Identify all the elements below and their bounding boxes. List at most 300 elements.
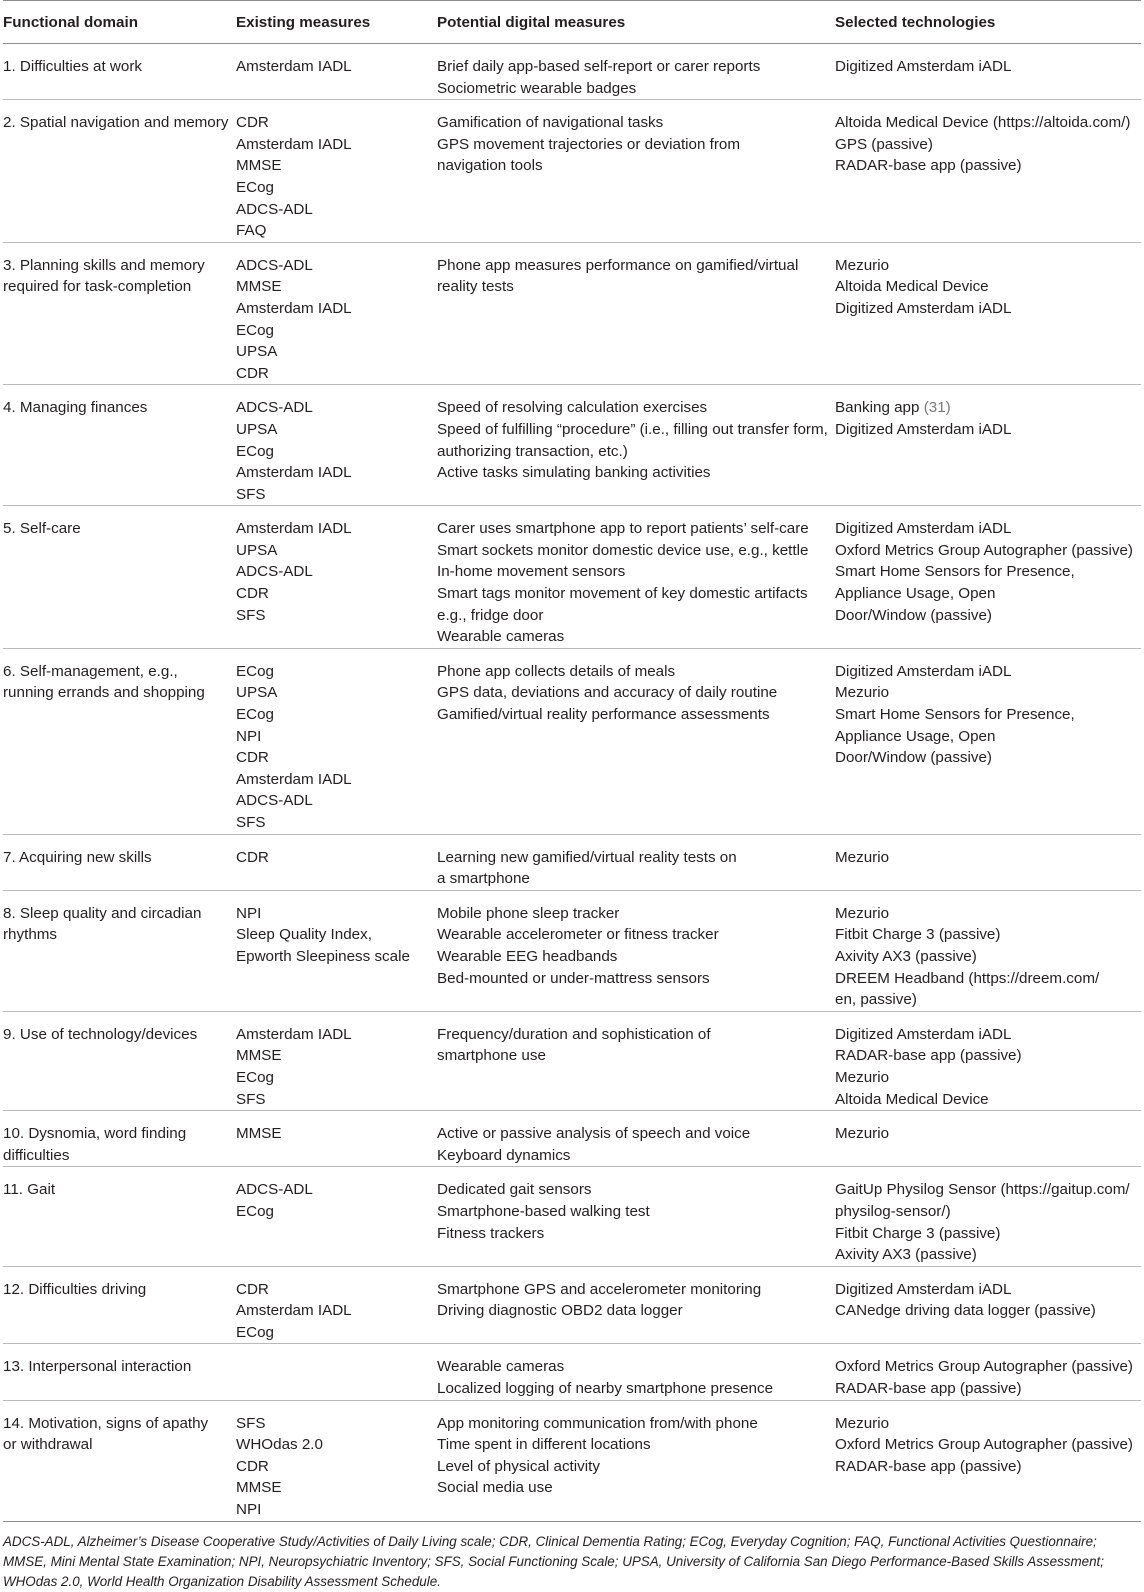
- cell-text: CDR: [236, 1457, 269, 1475]
- cell-line: [236, 1413, 437, 1435]
- table-row: [3, 1266, 1141, 1344]
- cell-text: 13. Interpersonal interaction: [3, 1358, 192, 1376]
- cell-line: [236, 363, 437, 385]
- cell-text: Speed of fulfilling “procedure” (i.e., filling out transfer form,: [437, 420, 828, 438]
- existing-measures-cell: [236, 1266, 437, 1344]
- cell-line: [236, 1045, 437, 1067]
- cell-line: [835, 726, 1141, 748]
- digital-measures-cell: [437, 506, 835, 649]
- cell-line: [236, 1499, 437, 1521]
- header-potential-digital-measures: Potential digital measures: [437, 1, 835, 44]
- cell-text: 2. Spatial navigation and memory: [3, 114, 229, 132]
- cell-line: [835, 255, 1141, 277]
- digital-measures-cell: [437, 100, 835, 243]
- cell-text: SFS: [236, 814, 266, 831]
- cell-line: [835, 1067, 1141, 1089]
- cell-text: Fitness trackers: [437, 1224, 545, 1242]
- cell-text: ECog: [236, 706, 274, 724]
- cell-line: [437, 682, 835, 704]
- technologies-cell: [835, 834, 1141, 890]
- cell-line: [437, 462, 835, 484]
- cell-text: ECog: [236, 662, 274, 680]
- table-container: [3, 0, 1141, 1592]
- table-row: [3, 506, 1141, 649]
- cell-text: 9. Use of technology/devices: [3, 1025, 198, 1043]
- cell-text: en, passive): [835, 991, 917, 1009]
- cell-line: [437, 1045, 835, 1067]
- cell-text: Digitized Amsterdam iADL: [835, 58, 1012, 75]
- cell-text: 10. Dysnomia, word finding: [3, 1125, 187, 1143]
- cell-text: Axivity AX3 (passive): [835, 947, 977, 965]
- cell-text: Door/Window (passive): [835, 749, 992, 767]
- cell-line: [835, 989, 1141, 1011]
- cell-line: [835, 155, 1141, 177]
- cell-text: UPSA: [236, 541, 278, 559]
- cell-text: Smartphone-based walking test: [437, 1202, 650, 1220]
- cell-line: [835, 1089, 1141, 1111]
- cell-line: [236, 177, 437, 199]
- technologies-cell: [835, 1011, 1141, 1110]
- cell-text: MMSE: [236, 157, 282, 175]
- cell-text: Gamification of navigational tasks: [437, 114, 664, 132]
- cell-line: [3, 1123, 236, 1145]
- cell-text: Axivity AX3 (passive): [835, 1246, 977, 1264]
- cell-line: [3, 518, 236, 540]
- cell-text: Phone app collects details of meals: [437, 662, 676, 680]
- cell-text: Wearable cameras: [437, 1358, 565, 1376]
- table-row: [3, 890, 1141, 1011]
- technologies-cell: [835, 890, 1141, 1011]
- cell-line: [437, 134, 835, 156]
- cell-line: [236, 56, 437, 78]
- cell-line: [3, 1145, 236, 1167]
- cell-line: [835, 1456, 1141, 1478]
- cell-line: [437, 626, 835, 648]
- cell-line: [437, 518, 835, 540]
- cell-text: rhythms: [3, 926, 58, 944]
- cell-text: ECog: [236, 442, 274, 460]
- domain-cell: [3, 1400, 236, 1521]
- cell-text: Amsterdam IADL: [236, 1302, 352, 1320]
- cell-line: [3, 924, 236, 946]
- cell-text: MMSE: [236, 1125, 282, 1143]
- cell-text: Learning new gamified/virtual reality tests on: [437, 848, 737, 866]
- technologies-cell: [835, 1266, 1141, 1344]
- domain-cell: [3, 44, 236, 100]
- cell-line: [3, 1434, 236, 1456]
- cell-line: [236, 341, 437, 363]
- cell-line: [3, 1024, 236, 1046]
- cell-line: [437, 1123, 835, 1145]
- technologies-cell: [835, 1344, 1141, 1400]
- cell-line: [437, 1279, 835, 1301]
- cell-text: CDR: [236, 848, 269, 866]
- domain-cell: [3, 1344, 236, 1400]
- cell-text: Mezurio: [835, 256, 890, 274]
- cell-line: [437, 704, 835, 726]
- cell-text: ADCS-ADL: [236, 1181, 313, 1199]
- cell-line: [835, 1179, 1141, 1201]
- cell-line: [236, 462, 437, 484]
- cell-line: [236, 1179, 437, 1201]
- cell-line: [835, 276, 1141, 298]
- cell-text: Dedicated gait sensors: [437, 1181, 592, 1199]
- cell-line: [835, 540, 1141, 562]
- cell-text: Mezurio: [835, 684, 890, 702]
- cell-text: 12. Difficulties driving: [3, 1280, 147, 1298]
- cell-line: [236, 747, 437, 769]
- cell-line: [835, 1223, 1141, 1245]
- domain-cell: [3, 100, 236, 243]
- cell-text: Wearable accelerometer or fitness tracker: [437, 926, 719, 944]
- cell-text: Oxford Metrics Group Autographer (passive): [835, 1358, 1133, 1376]
- cell-text: navigation tools: [437, 157, 543, 175]
- cell-text: 11. Gait: [3, 1181, 56, 1199]
- cell-text: CDR: [236, 585, 269, 603]
- technologies-cell: [835, 1111, 1141, 1167]
- cell-text: Mezurio: [835, 1068, 890, 1086]
- existing-measures-cell: [236, 1400, 437, 1521]
- cell-text: MMSE: [236, 278, 282, 296]
- cell-text: FAQ: [236, 222, 267, 240]
- cell-line: [835, 704, 1141, 726]
- digital-measures-cell: [437, 1111, 835, 1167]
- cell-line: [3, 1413, 236, 1435]
- existing-measures-cell: [236, 100, 437, 243]
- digital-measures-cell: [437, 1344, 835, 1400]
- cell-line: [236, 220, 437, 242]
- cell-line: [236, 255, 437, 277]
- cell-text: Phone app measures performance on gamified/virtual: [437, 256, 799, 274]
- cell-line: [437, 868, 835, 890]
- existing-measures-cell: [236, 648, 437, 834]
- technologies-cell: [835, 100, 1141, 243]
- digital-measures-cell: [437, 1400, 835, 1521]
- technologies-cell: [835, 648, 1141, 834]
- technologies-cell: [835, 242, 1141, 385]
- domain-cell: [3, 648, 236, 834]
- cell-line: [835, 1434, 1141, 1456]
- cell-line: [236, 847, 437, 869]
- cell-line: [236, 397, 437, 419]
- cell-line: [835, 1413, 1141, 1435]
- cell-text: 14. Motivation, signs of apathy: [3, 1414, 209, 1432]
- cell-text: RADAR-base app (passive): [835, 1380, 1022, 1398]
- cell-line: [3, 1179, 236, 1201]
- cell-text: GPS data, deviations and accuracy of daily routine: [437, 684, 778, 702]
- cell-text: Fitbit Charge 3 (passive): [835, 1224, 1001, 1242]
- cell-text: running errands and shopping: [3, 684, 205, 702]
- cell-text: Mezurio: [835, 1414, 890, 1432]
- domain-cell: [3, 1011, 236, 1110]
- cell-line: [835, 112, 1141, 134]
- cell-line: [835, 1024, 1141, 1046]
- cell-text: ADCS-ADL: [236, 200, 313, 218]
- cell-text: Appliance Usage, Open: [835, 585, 996, 603]
- cell-text: Amsterdam IADL: [236, 770, 352, 788]
- cell-line: [236, 1123, 437, 1145]
- cell-text: Amsterdam IADL: [236, 135, 352, 153]
- cell-text: Localized logging of nearby smartphone presence: [437, 1380, 774, 1398]
- table-row: [3, 1167, 1141, 1266]
- cell-line: [236, 1456, 437, 1478]
- cell-line: [437, 1201, 835, 1223]
- cell-line: [236, 605, 437, 627]
- cell-text: Digitized Amsterdam iADL: [835, 520, 1012, 538]
- cell-text: Smart Home Sensors for Presence,: [835, 706, 1075, 724]
- technologies-cell: [835, 1400, 1141, 1521]
- cell-line: [236, 540, 437, 562]
- cell-text: UPSA: [236, 420, 278, 438]
- cell-line: [236, 199, 437, 221]
- table-row: [3, 1400, 1141, 1521]
- cell-text: Amsterdam IADL: [236, 1025, 352, 1043]
- cell-line: [236, 682, 437, 704]
- domain-cell: [3, 834, 236, 890]
- existing-measures-cell: [236, 834, 437, 890]
- cell-line: [3, 903, 236, 925]
- cell-text: RADAR-base app (passive): [835, 1457, 1022, 1475]
- cell-text: Digitized Amsterdam iADL: [835, 1280, 1012, 1298]
- cell-text: GPS movement trajectories or deviation from: [437, 135, 741, 153]
- cell-text: Altoida Medical Device (https://altoida.com/): [835, 114, 1131, 132]
- cell-text: 8. Sleep quality and circadian: [3, 904, 202, 922]
- cell-line: [236, 790, 437, 812]
- cell-line: [437, 397, 835, 419]
- cell-text: MMSE: [236, 1479, 282, 1497]
- cell-line: [835, 397, 1141, 419]
- existing-measures-cell: [236, 242, 437, 385]
- technologies-cell: [835, 506, 1141, 649]
- cell-text: a smartphone: [437, 870, 530, 888]
- existing-measures-cell: [236, 44, 437, 100]
- cell-text: Keyboard dynamics: [437, 1146, 571, 1164]
- cell-line: [236, 561, 437, 583]
- header-existing-measures: Existing measures: [236, 1, 437, 44]
- cell-line: [835, 583, 1141, 605]
- domain-cell: [3, 1111, 236, 1167]
- cell-line: [236, 924, 437, 946]
- cell-line: [437, 1378, 835, 1400]
- cell-line: [236, 726, 437, 748]
- cell-text: RADAR-base app (passive): [835, 1047, 1022, 1065]
- cell-line: [835, 847, 1141, 869]
- header-functional-domain: Functional domain: [3, 1, 236, 44]
- domain-cell: [3, 385, 236, 506]
- table-row: [3, 385, 1141, 506]
- cell-text: 3. Planning skills and memory: [3, 256, 205, 274]
- cell-line: [236, 276, 437, 298]
- cell-line: [437, 1477, 835, 1499]
- cell-text: Digitized Amsterdam iADL: [835, 420, 1012, 438]
- cell-text: CDR: [236, 364, 269, 382]
- cell-text: Fitbit Charge 3 (passive): [835, 926, 1001, 944]
- cell-line: [437, 1413, 835, 1435]
- cell-text: Mezurio: [835, 904, 890, 922]
- cell-line: [835, 946, 1141, 968]
- cell-text: Level of physical activity: [437, 1457, 600, 1475]
- cell-text: reality tests: [437, 278, 514, 296]
- cell-text: ECog: [236, 1068, 274, 1086]
- cell-text: CANedge driving data logger (passive): [835, 1302, 1096, 1320]
- cell-line: [437, 583, 835, 605]
- cell-text: 7. Acquiring new skills: [3, 848, 152, 866]
- cell-line: [437, 1223, 835, 1245]
- digital-measures-cell: [437, 1266, 835, 1344]
- cell-text: or withdrawal: [3, 1436, 93, 1454]
- table-row: [3, 1011, 1141, 1110]
- cell-line: [236, 704, 437, 726]
- cell-line: [835, 924, 1141, 946]
- digital-measures-cell: [437, 242, 835, 385]
- cell-line: [437, 1434, 835, 1456]
- cell-text: ECog: [236, 178, 274, 196]
- cell-text: Digitized Amsterdam iADL: [835, 1025, 1012, 1043]
- digital-measures-cell: [437, 1011, 835, 1110]
- cell-text: 4. Managing finances: [3, 399, 148, 417]
- cell-text: physilog-sensor/): [835, 1202, 951, 1220]
- cell-line: [437, 605, 835, 627]
- cell-line: [437, 1356, 835, 1378]
- cell-text: Time spent in different locations: [437, 1436, 651, 1454]
- cell-text: ADCS-ADL: [236, 792, 313, 810]
- cell-text: Brief daily app-based self-report or carer reports: [437, 58, 761, 75]
- cell-line: [236, 583, 437, 605]
- domain-cell: [3, 1167, 236, 1266]
- cell-text: UPSA: [236, 684, 278, 702]
- table-row: [3, 1111, 1141, 1167]
- cell-line: [236, 1067, 437, 1089]
- cell-line: [835, 1279, 1141, 1301]
- cell-line: [437, 1456, 835, 1478]
- existing-measures-cell: [236, 385, 437, 506]
- cell-line: [236, 661, 437, 683]
- cell-line: [835, 1123, 1141, 1145]
- cell-text: ECog: [236, 1323, 274, 1341]
- cell-line: [3, 397, 236, 419]
- cell-line: [437, 1145, 835, 1167]
- table-row: [3, 648, 1141, 834]
- digital-measures-cell: [437, 385, 835, 506]
- cell-line: [236, 1024, 437, 1046]
- cell-line: [3, 112, 236, 134]
- cell-line: [437, 56, 835, 78]
- cell-text: Gamified/virtual reality performance assessments: [437, 706, 770, 724]
- cell-text: GPS (passive): [835, 135, 933, 153]
- table-row: [3, 834, 1141, 890]
- digital-measures-cell: [437, 44, 835, 100]
- cell-line: [835, 1356, 1141, 1378]
- table-body: [3, 44, 1141, 1522]
- cell-line: [3, 276, 236, 298]
- cell-text: Amsterdam IADL: [236, 299, 352, 317]
- domain-cell: [3, 242, 236, 385]
- cell-line: [437, 441, 835, 463]
- cell-text: smartphone use: [437, 1047, 546, 1065]
- cell-text: SFS: [236, 1414, 266, 1432]
- cell-line: [236, 769, 437, 791]
- cell-line: [236, 518, 437, 540]
- cell-text: NPI: [236, 1501, 262, 1519]
- header-selected-technologies: Selected technologies: [835, 1, 1141, 44]
- cell-line: [437, 155, 835, 177]
- header-row: [3, 1, 1141, 44]
- cell-text: NPI: [236, 904, 262, 922]
- cell-text: Oxford Metrics Group Autographer (passive): [835, 541, 1133, 559]
- cell-text: Bed-mounted or under-mattress sensors: [437, 969, 710, 987]
- technologies-cell: [835, 385, 1141, 506]
- table-row: [3, 1344, 1141, 1400]
- domain-cell: [3, 506, 236, 649]
- existing-measures-cell: [236, 506, 437, 649]
- cell-line: [835, 1045, 1141, 1067]
- cell-line: [437, 78, 835, 100]
- cell-line: [835, 903, 1141, 925]
- cell-text: Speed of resolving calculation exercises: [437, 399, 708, 417]
- table-row: [3, 242, 1141, 385]
- table-footnote: ADCS-ADL, Alzheimer’s Disease Cooperative Study/Activities of Daily Living scale; CDR, Clinical Dementia Rating; ECog, Everyday Cognition; FAQ, Functional Activities Questionnaire; MMSE, Mini Mental State Examination; NPI, Neuropsychiatric Inventory; SFS, Social Functioning Scale; UPSA, University of California San Diego Performance-Based Skills Assessment; WHOdas 2.0, World Health Organization Disability Assessment Schedule.: [3, 1533, 1104, 1589]
- cell-line: [437, 661, 835, 683]
- cell-line: [437, 903, 835, 925]
- cell-text: CDR: [236, 114, 269, 132]
- citation-reference[interactable]: (31): [923, 399, 951, 417]
- cell-text: SFS: [236, 606, 266, 624]
- cell-line: [835, 968, 1141, 990]
- cell-text: 6. Self-management, e.g.,: [3, 662, 178, 680]
- cell-line: [3, 1279, 236, 1301]
- cell-text: Amsterdam IADL: [236, 464, 352, 482]
- cell-text: Driving diagnostic OBD2 data logger: [437, 1302, 683, 1320]
- cell-text: Wearable EEG headbands: [437, 947, 618, 965]
- digital-measures-cell: [437, 1167, 835, 1266]
- cell-text: authorizing transaction, etc.): [437, 442, 628, 460]
- cell-text: Door/Window (passive): [835, 606, 992, 624]
- cell-line: [835, 605, 1141, 627]
- functional-domain-table: [3, 0, 1141, 1522]
- cell-line: [3, 847, 236, 869]
- cell-text: required for task-completion: [3, 278, 192, 296]
- cell-text: WHOdas 2.0: [236, 1436, 323, 1454]
- cell-line: [3, 56, 236, 78]
- cell-text: CDR: [236, 749, 269, 767]
- cell-line: [835, 1378, 1141, 1400]
- cell-text: Social media use: [437, 1479, 553, 1497]
- existing-measures-cell: [236, 1011, 437, 1110]
- cell-line: [835, 1300, 1141, 1322]
- cell-text: MMSE: [236, 1047, 282, 1065]
- cell-line: [236, 484, 437, 506]
- cell-line: [835, 1201, 1141, 1223]
- table-row: [3, 44, 1141, 100]
- cell-text: Frequency/duration and sophistication of: [437, 1025, 711, 1043]
- cell-text: SFS: [236, 485, 266, 503]
- cell-line: [437, 924, 835, 946]
- cell-text: Appliance Usage, Open: [835, 727, 996, 745]
- cell-line: [835, 1244, 1141, 1266]
- cell-line: [437, 946, 835, 968]
- cell-line: [236, 1279, 437, 1301]
- digital-measures-cell: [437, 648, 835, 834]
- cell-text: UPSA: [236, 343, 278, 361]
- cell-line: [437, 255, 835, 277]
- technologies-cell: [835, 1167, 1141, 1266]
- cell-line: [236, 1434, 437, 1456]
- cell-line: [236, 320, 437, 342]
- cell-line: [3, 255, 236, 277]
- cell-text: ADCS-ADL: [236, 399, 313, 417]
- cell-text: Digitized Amsterdam iADL: [835, 662, 1012, 680]
- cell-text: Sleep Quality Index,: [236, 926, 372, 944]
